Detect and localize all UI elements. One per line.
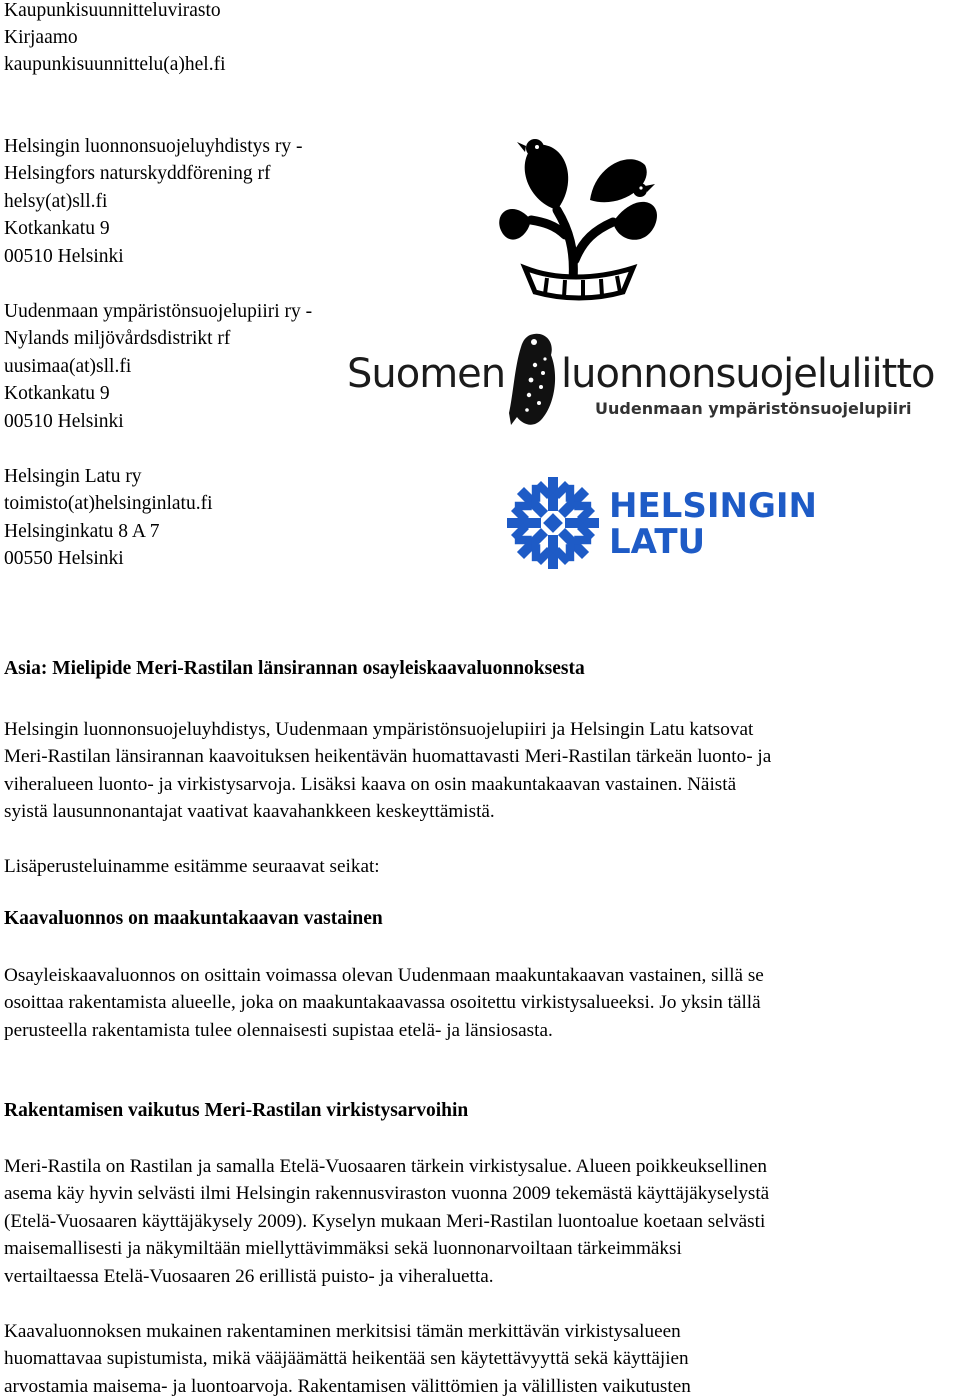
paragraph-line: Osayleiskaavaluonnos on osittain voimassa olevan Uudenmaan maakuntakaavan vastainen, sillä se	[4, 965, 764, 986]
sll-logo-word-suomen: Suomen	[347, 351, 506, 397]
sll-logo-word-luonnon: luonnonsuojeluliitto	[561, 351, 935, 397]
paragraph-line: vertailtaessa Etelä-Vuosaaren 26 erillistä puisto- ja viheraluetta.	[4, 1265, 494, 1287]
address-line: 00550 Helsinki	[4, 548, 124, 569]
paragraph-line: huomattavaa supistumista, mikä vääjäämättä heikentää sen käytettävyyttä sekä käyttäjien	[4, 1348, 689, 1370]
latu-logo-line1: HELSINGIN	[609, 486, 817, 526]
helsingin-latu-logo	[505, 475, 817, 575]
address-line: Helsinginkatu 8 A 7	[4, 521, 160, 542]
address-line: Helsingin luonnonsuojeluyhdistys ry -	[4, 136, 303, 157]
subject-heading: Asia: Mielipide Meri-Rastilan länsirannan osayleiskaavaluonnoksesta	[4, 658, 585, 679]
address-line: Helsingin Latu ry	[4, 466, 142, 487]
section2-heading: Rakentamisen vaikutus Meri-Rastilan virkistysarvoihin	[4, 1100, 469, 1121]
email-link[interactable]: helsy(at)sll.fi	[4, 191, 108, 212]
section2-paragraph-2	[4, 1318, 958, 1400]
snowflake-icon	[507, 477, 599, 569]
address-line: Nylands miljövårdsdistrikt rf	[4, 328, 231, 349]
section1-paragraph	[4, 962, 958, 1044]
address-line: Kirjaamo	[4, 27, 78, 48]
paragraph-line: Meri-Rastila on Rastilan ja samalla Etelä-Vuosaaren tärkein virkistysalue. Alueen poikkeuksellinen	[4, 1156, 767, 1177]
address-line: Uudenmaan ympäristönsuojelupiiri ry -	[4, 301, 313, 322]
email-link[interactable]: kaupunkisuunnittelu(a)hel.fi	[4, 54, 226, 75]
paragraph-line: asema käy hyvin selvästi ilmi Helsingin rakennusviraston vuonna 2009 tekemästä käyttäjäkyselystä	[4, 1183, 770, 1205]
paragraph-line: Helsingin luonnonsuojeluyhdistys, Uudenmaan ympäristönsuojelupiiri ja Helsingin Latu katsovat	[4, 719, 754, 740]
paragraph-line: Kaavaluonnoksen mukainen rakentaminen merkitsisi tämän merkittävän virkistysalueen	[4, 1321, 681, 1342]
address-line: Kotkankatu 9	[4, 383, 110, 404]
section2-paragraph-1	[4, 1153, 958, 1290]
address-line: Kaupunkisuunnitteluvirasto	[4, 0, 221, 21]
address-line: Helsingfors naturskyddförening rf	[4, 163, 271, 184]
address-line: 00510 Helsinki	[4, 246, 124, 267]
address-line: Kotkankatu 9	[4, 218, 110, 239]
latu-logo-line2: LATU	[609, 522, 706, 562]
paragraph-line: osoittaa rakentamista alueelle, joka on maakuntakaavassa osoitettu virkistysalueeksi. Jo yksin tällä	[4, 992, 761, 1014]
paragraph-line: maisemallisesti ja näkymiltään miellyttävimmäksi sekä luonnonarvoiltaan tärkeimmäksi	[4, 1238, 682, 1260]
sll-logo-subtitle: Uudenmaan ympäristönsuojelupiiri	[595, 399, 912, 418]
email-link[interactable]: uusimaa(at)sll.fi	[4, 356, 132, 377]
email-link[interactable]: toimisto(at)helsinginlatu.fi	[4, 493, 213, 514]
seal-icon	[509, 334, 555, 425]
address-line: 00510 Helsinki	[4, 411, 124, 432]
sll-logo	[345, 325, 935, 430]
lead-text: Lisäperusteluinamme esitämme seuraavat seikat:	[4, 856, 380, 877]
paragraph-line: perusteella rakentamista tulee olennaisesti supistaa etelä- ja länsiosasta.	[4, 1019, 553, 1041]
intro-paragraph	[4, 716, 958, 826]
paragraph-line: viheralueen luonto- ja virkistysarvoja. Lisäksi kaava on osin maakuntakaavan vastainen. Näistä	[4, 773, 737, 795]
section1-heading: Kaavaluonnos on maakuntakaavan vastainen	[4, 908, 383, 929]
lead-line	[4, 853, 958, 880]
bird-tree-boat-logo-icon	[495, 130, 665, 300]
paragraph-line: (Etelä-Vuosaaren käyttäjäkysely 2009). Kyselyn mukaan Meri-Rastilan luontoalue koetaan selvästi	[4, 1210, 766, 1232]
paragraph-line: Meri-Rastilan länsirannan kaavoituksen heikentävän huomattavasti Meri-Rastilan tärkeän luonto- ja	[4, 746, 772, 768]
paragraph-line: syistä lausunnonantajat vaativat kaavahankkeen keskeyttämistä.	[4, 801, 495, 823]
paragraph-line: arvostamia maisema- ja luontoarvoja. Rakentamisen välittömien ja välillisten vaikutusten	[4, 1375, 691, 1397]
